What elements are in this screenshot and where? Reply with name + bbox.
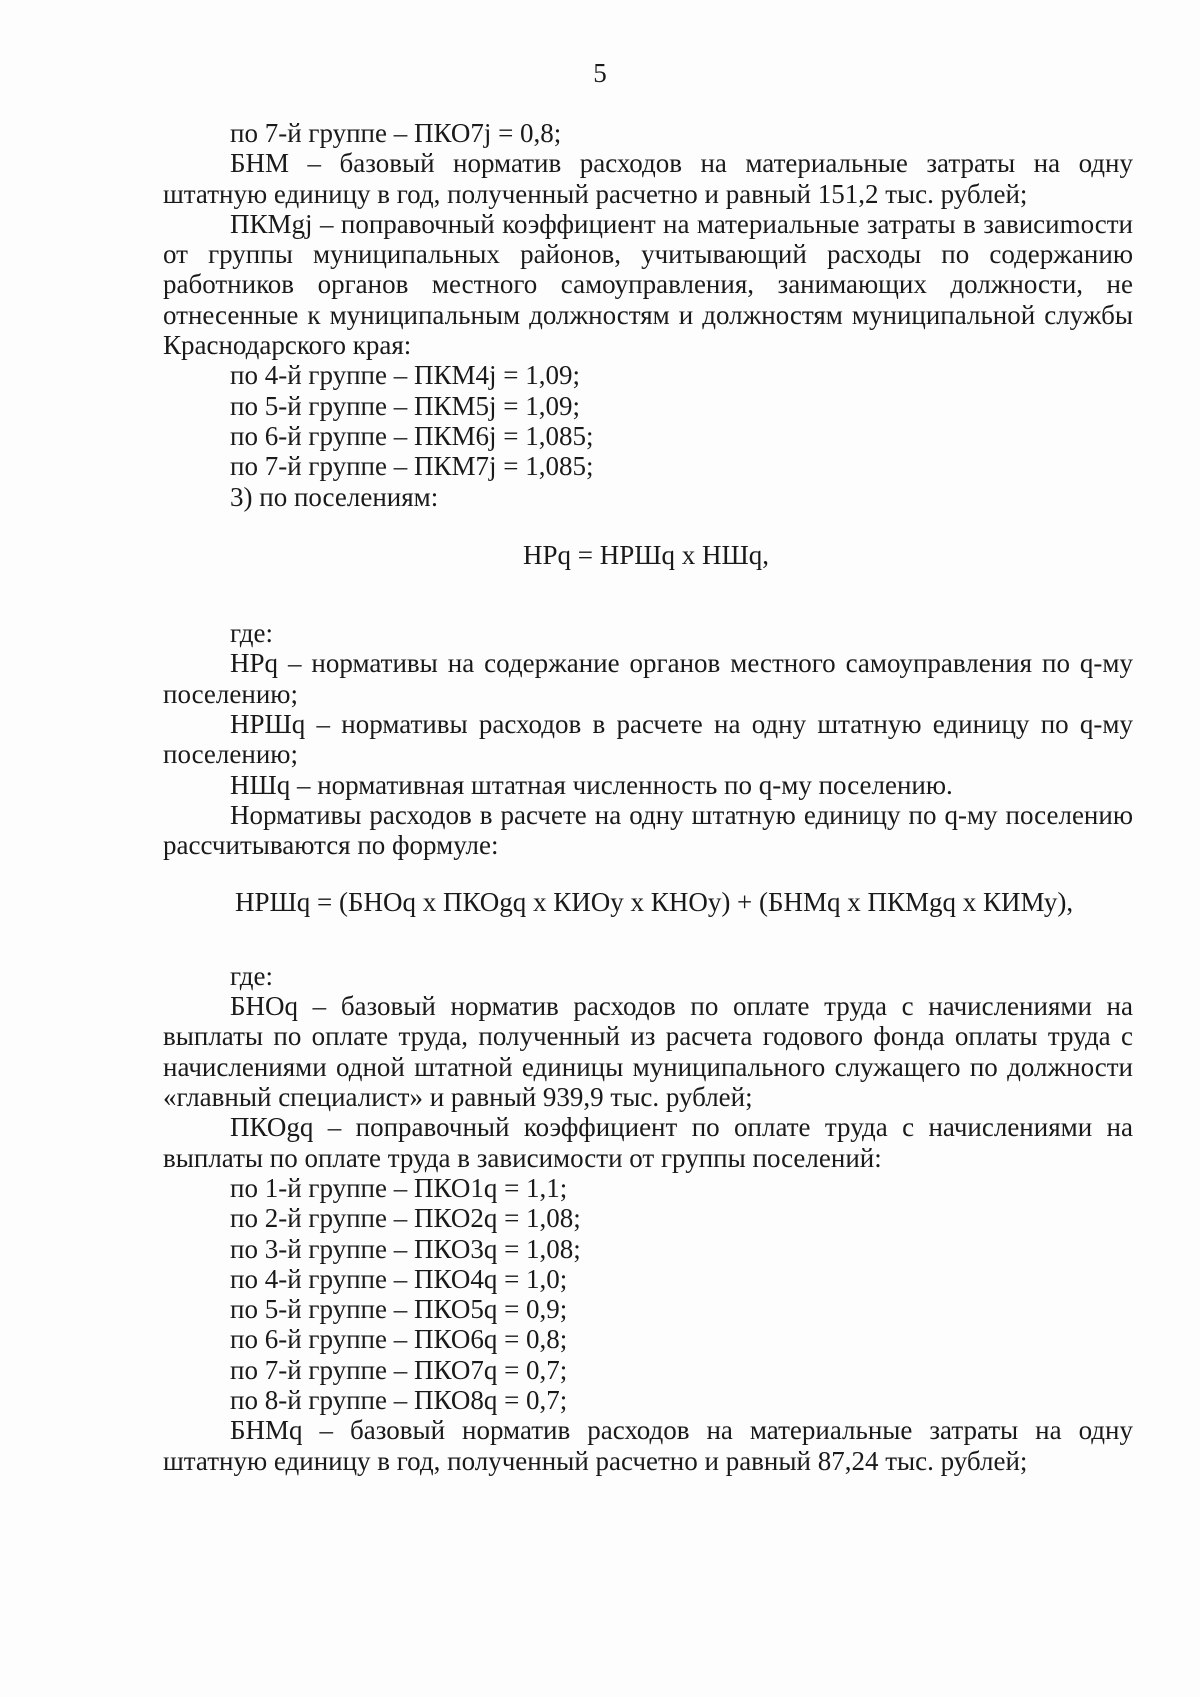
list-item: по 7-й группе – ПКМ7j = 1,085; [230, 451, 594, 482]
list-item: по 4-й группе – ПКО4q = 1,0; [230, 1263, 568, 1294]
list-item: по 5-й группе – ПКМ5j = 1,09; [230, 390, 580, 421]
list-item: по 1-й группе – ПКО1q = 1,1; [230, 1172, 568, 1203]
paragraph: НРq – нормативы на содержание органов местного самоуправления по q-му поселению; [163, 648, 1133, 709]
paragraph: НРШq – нормативы расходов в расчете на одну штатную единицу по q-му поселению; [163, 709, 1133, 770]
list-item: по 7-й группе – ПКО7q = 0,7; [230, 1354, 568, 1385]
list-item: по 7-й группе – ПКО7j = 0,8; [230, 118, 562, 148]
list-item: по 6-й группе – ПКО6q = 0,8; [230, 1324, 568, 1355]
section-heading: 3) по поселениям: [230, 481, 439, 512]
paragraph: Нормативы расходов в расчете на одну штатную единицу по q-му поселению рассчитываются по формуле: [163, 799, 1133, 861]
paragraph: НШq – нормативная штатная численность по q-му поселению. [230, 769, 953, 800]
paragraph: ПКОgq – поправочный коэффициент по оплате труда с начислениями на выплаты по оплате труда в зависимости от группы поселений: [163, 1112, 1133, 1173]
list-item: по 2-й группе – ПКО2q = 1,08; [230, 1203, 581, 1234]
where-label: где: [230, 618, 273, 649]
page-number: 5 [593, 58, 607, 88]
formula: НРq = НРШq х НШq, [523, 539, 769, 570]
document-body [163, 118, 1133, 1476]
paragraph: БНОq – базовый норматив расходов по оплате труда с начислениями на выплаты по оплате труда, полученный из расчета годового фонда оплаты труда с начислениями одной штатной единицы муниципального служащего по должности «главный специалист» и равный 939,9 тыс. рублей; [163, 991, 1133, 1113]
where-label: где: [230, 960, 273, 991]
paragraph: БНМ – базовый норматив расходов на материальные затраты на одну штатную единицу в год, полученный расчетно и равный 151,2 тыс. рублей; [163, 148, 1133, 209]
list-item: по 6-й группе – ПКМ6j = 1,085; [230, 420, 594, 451]
paragraph: БНМq – базовый норматив расходов на материальные затраты на одну штатную единицу в год, полученный расчетно и равный 87,24 тыс. рублей; [163, 1415, 1133, 1476]
list-item: по 3-й группе – ПКО3q = 1,08; [230, 1233, 581, 1264]
list-item: по 5-й группе – ПКО5q = 0,9; [230, 1294, 568, 1325]
formula: НРШq = (БНОq х ПКОgq х КИОу х КНОу) + (БНМq х ПКМgq х КИМу), [235, 886, 1074, 917]
list-item: по 4-й группе – ПКМ4j = 1,09; [230, 360, 580, 391]
paragraph: ПКМgj – поправочный коэффициент на материальные затраты в зависиmости от группы муниципальных районов, учитывающий расходы по содержанию работников органов местного самоуправления, занимающих должности, не отнесенные к муниципальным должностям и должностям муниципальной службы Краснодарского края: [163, 208, 1133, 361]
list-item: по 8-й группе – ПКО8q = 0,7; [230, 1384, 568, 1415]
